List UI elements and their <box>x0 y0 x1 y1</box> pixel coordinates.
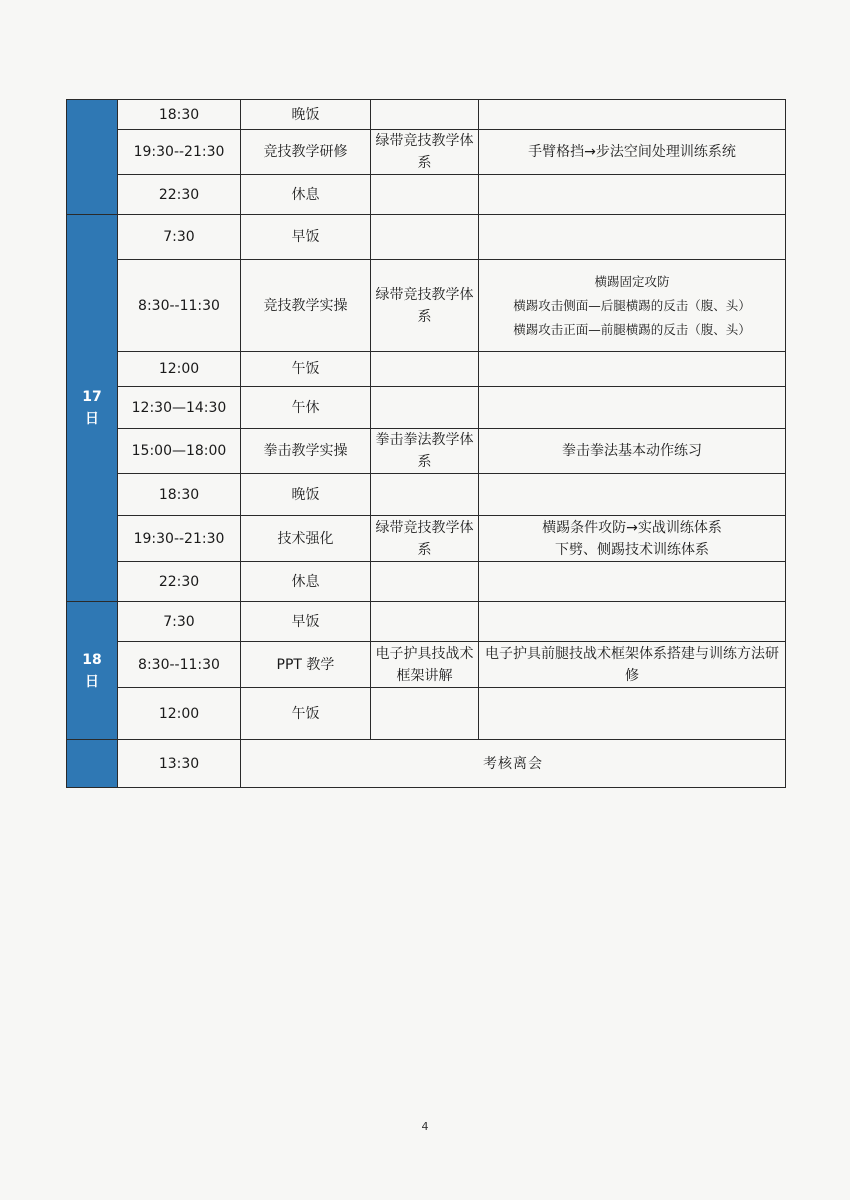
content-line: 电子护具前腿技战术框架体系搭建与训练方法研修 <box>485 645 779 684</box>
table-row <box>67 260 786 352</box>
table-row <box>67 100 786 130</box>
time-cell: 7:30 <box>118 215 241 260</box>
content-cell <box>479 175 786 215</box>
day-cell-18 <box>67 602 118 740</box>
activity-cell: 早饭 <box>241 215 371 260</box>
day-cell-16 <box>67 100 118 215</box>
content-line: 手臂格挡→步法空间处理训练系统 <box>528 144 736 160</box>
table-row <box>67 642 786 688</box>
activity-cell: 竞技教学研修 <box>241 130 371 175</box>
table-row <box>67 688 786 740</box>
content-cell <box>479 562 786 602</box>
time-cell: 18:30 <box>118 100 241 130</box>
system-cell <box>371 387 479 429</box>
time-cell: 8:30--11:30 <box>118 260 241 352</box>
time-cell: 15:00—18:00 <box>118 429 241 474</box>
time-cell: 13:30 <box>118 740 241 788</box>
day-label-18: 18日 <box>82 651 102 690</box>
system-cell: 绿带竞技教学体系 <box>371 260 479 352</box>
content-cell <box>479 429 786 474</box>
activity-cell: 休息 <box>241 175 371 215</box>
final-row-text: 考核离会 <box>241 740 786 788</box>
activity-cell: PPT 教学 <box>241 642 371 688</box>
table-row <box>67 740 786 788</box>
content-line: 横踢攻击侧面—后腿横踢的反击（腹、头） <box>513 297 751 313</box>
content-cell <box>479 352 786 387</box>
time-cell: 19:30--21:30 <box>118 516 241 562</box>
system-cell <box>371 474 479 516</box>
system-cell: 绿带竞技教学体系 <box>371 130 479 175</box>
system-cell: 拳击拳法教学体系 <box>371 429 479 474</box>
activity-cell: 早饭 <box>241 602 371 642</box>
system-cell <box>371 688 479 740</box>
activity-cell: 技术强化 <box>241 516 371 562</box>
content-cell <box>479 602 786 642</box>
time-cell: 8:30--11:30 <box>118 642 241 688</box>
content-line: 横踢条件攻防→实战训练体系 <box>542 519 722 536</box>
day-cell-17 <box>67 215 118 602</box>
activity-cell: 晚饭 <box>241 100 371 130</box>
time-cell: 12:00 <box>118 352 241 387</box>
content-cell <box>479 100 786 130</box>
activity-cell: 午饭 <box>241 688 371 740</box>
content-cell <box>479 642 786 688</box>
system-cell <box>371 100 479 130</box>
table-row <box>67 562 786 602</box>
system-cell <box>371 352 479 387</box>
activity-cell: 休息 <box>241 562 371 602</box>
time-cell: 12:00 <box>118 688 241 740</box>
system-cell <box>371 602 479 642</box>
schedule-table <box>66 99 786 788</box>
table-row <box>67 175 786 215</box>
table-row <box>67 602 786 642</box>
table-row <box>67 215 786 260</box>
time-cell: 22:30 <box>118 175 241 215</box>
content-line: 横踢固定攻防 <box>594 273 670 289</box>
content-line: 横踢攻击正面—前腿横踢的反击（腹、头） <box>513 321 751 337</box>
time-cell: 12:30—14:30 <box>118 387 241 429</box>
activity-cell: 拳击教学实操 <box>241 429 371 474</box>
time-cell: 7:30 <box>118 602 241 642</box>
content-cell <box>479 260 786 352</box>
table-row <box>67 130 786 175</box>
time-cell: 22:30 <box>118 562 241 602</box>
content-cell <box>479 474 786 516</box>
activity-cell: 午饭 <box>241 352 371 387</box>
activity-cell: 竞技教学实操 <box>241 260 371 352</box>
table-row <box>67 429 786 474</box>
content-cell <box>479 387 786 429</box>
day-cell-final <box>67 740 118 788</box>
page-number: 4 <box>421 1120 429 1133</box>
table-row <box>67 474 786 516</box>
content-cell <box>479 215 786 260</box>
day-label-17: 17日 <box>82 389 102 427</box>
content-cell <box>479 516 786 562</box>
table-row <box>67 352 786 387</box>
content-line: 下劈、侧踢技术训练体系 <box>555 541 709 558</box>
system-cell <box>371 562 479 602</box>
system-cell <box>371 175 479 215</box>
activity-cell: 晚饭 <box>241 474 371 516</box>
time-cell: 18:30 <box>118 474 241 516</box>
content-line: 拳击拳法基本动作练习 <box>562 443 702 459</box>
content-cell <box>479 130 786 175</box>
system-cell: 电子护具技战术框架讲解 <box>371 642 479 688</box>
system-cell <box>371 215 479 260</box>
content-cell <box>479 688 786 740</box>
table-row <box>67 387 786 429</box>
time-cell: 19:30--21:30 <box>118 130 241 175</box>
activity-cell: 午休 <box>241 387 371 429</box>
system-cell: 绿带竞技教学体系 <box>371 516 479 562</box>
table-row <box>67 516 786 562</box>
